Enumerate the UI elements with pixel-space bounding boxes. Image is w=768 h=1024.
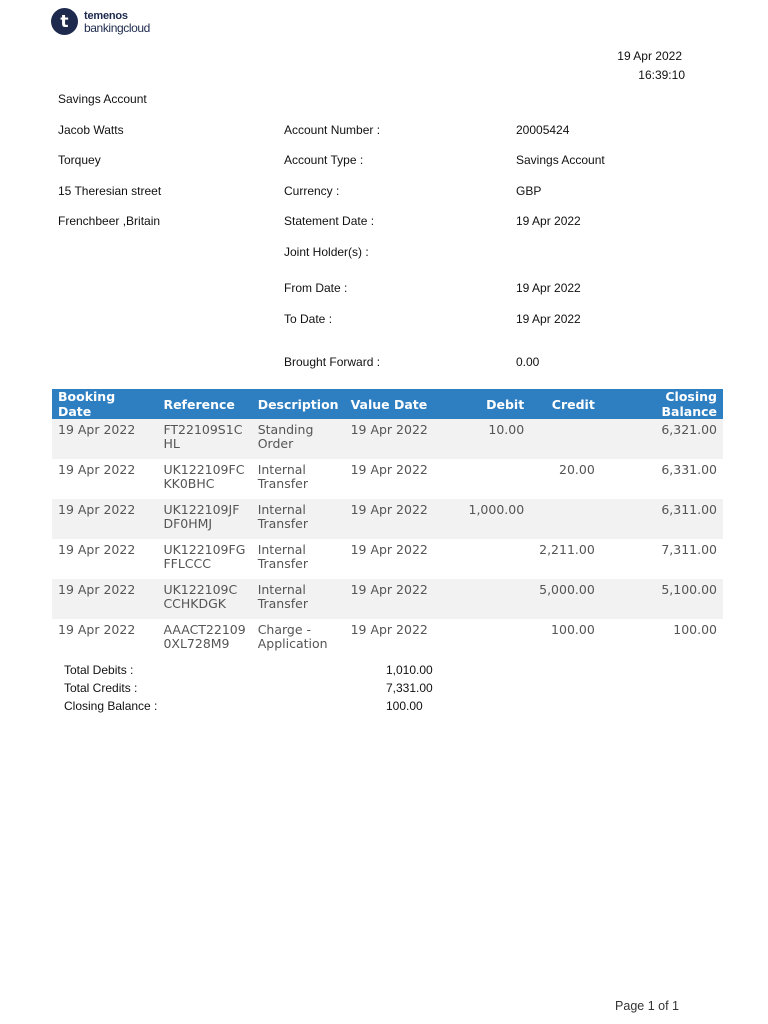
debit-cell <box>452 539 531 579</box>
table-header-row <box>52 389 723 419</box>
print-date: 19 Apr 2022 <box>617 49 682 63</box>
print-time: 16:39:10 <box>638 68 685 82</box>
table-row <box>52 579 723 619</box>
transactions-table <box>52 389 723 659</box>
debit-cell: 10.00 <box>488 422 525 437</box>
booking-date-cell: 19 Apr 2022 <box>58 542 136 557</box>
page-number: Page 1 of 1 <box>615 999 679 1013</box>
description-line-2: Transfer <box>257 596 308 611</box>
description-line-2: Transfer <box>257 516 308 531</box>
description-line-2: Transfer <box>257 556 308 571</box>
closing-balance-value: 100.00 <box>386 699 423 713</box>
table-row <box>52 619 723 659</box>
reference-line-2: CCHKDGK <box>163 596 226 611</box>
logo-mark-icon: t <box>51 8 78 35</box>
balance-cell: 100.00 <box>673 622 717 637</box>
balance-cell: 6,331.00 <box>661 462 717 477</box>
reference-cell <box>157 539 251 579</box>
debit-cell: 1,000.00 <box>468 502 525 517</box>
reference-cell <box>157 579 251 619</box>
balance-cell: 6,311.00 <box>661 502 717 517</box>
table-row <box>52 419 723 459</box>
currency-label: Currency : <box>284 184 340 198</box>
account-number-value: 20005424 <box>516 123 570 137</box>
reference-line-2: KK0BHC <box>163 476 215 491</box>
description-line-1: Internal <box>257 462 306 477</box>
balance-cell: 6,321.00 <box>661 422 717 437</box>
value-date-cell: 19 Apr 2022 <box>350 502 428 517</box>
description-cell <box>252 539 345 579</box>
brought-forward-value: 0.00 <box>516 355 540 369</box>
description-line-1: Charge - <box>257 622 312 637</box>
address-line-2: 15 Theresian street <box>58 184 162 198</box>
credit-cell: 20.00 <box>559 462 595 477</box>
description-line-1: Internal <box>257 582 306 597</box>
reference-line-2: 0XL728M9 <box>163 636 230 651</box>
reference-cell <box>157 419 251 459</box>
address-line-3: Frenchbeer ,Britain <box>58 214 161 228</box>
debit-cell <box>452 459 531 499</box>
to-date-label: To Date : <box>284 312 333 326</box>
credit-cell: 100.00 <box>551 622 595 637</box>
logo-wordmark <box>84 10 150 34</box>
header-booking-date: Booking Date <box>52 389 157 419</box>
from-date-label: From Date : <box>284 281 348 295</box>
credit-cell: 5,000.00 <box>539 582 595 597</box>
description-cell <box>252 619 345 659</box>
description-line-2: Order <box>257 436 294 451</box>
description-cell <box>252 459 345 499</box>
credit-cell <box>530 499 601 539</box>
description-line-1: Internal <box>257 542 306 557</box>
brought-forward-label: Brought Forward : <box>284 355 381 369</box>
brand-logo <box>51 8 150 35</box>
total-debits-value: 1,010.00 <box>386 663 433 677</box>
header-debit: Debit <box>452 389 531 419</box>
reference-line-1: UK122109FC <box>163 462 245 477</box>
reference-cell <box>157 619 251 659</box>
header-credit: Credit <box>530 389 601 419</box>
reference-line-1: UK122109JF <box>163 502 240 517</box>
balance-cell: 7,311.00 <box>661 542 717 557</box>
header-description: Description <box>252 389 345 419</box>
currency-value: GBP <box>516 184 542 198</box>
account-title: Savings Account <box>58 92 147 106</box>
header-reference: Reference <box>157 389 251 419</box>
description-cell <box>252 579 345 619</box>
description-line-1: Internal <box>257 502 306 517</box>
description-cell <box>252 499 345 539</box>
header-value-date: Value Date <box>345 389 452 419</box>
reference-line-1: AAACT22109 <box>163 622 246 637</box>
header-closing-balance: Closing Balance <box>601 389 723 419</box>
booking-date-cell: 19 Apr 2022 <box>58 502 136 517</box>
reference-line-1: UK122109FG <box>163 542 246 557</box>
credit-cell <box>530 419 601 459</box>
table-row <box>52 539 723 579</box>
value-date-cell: 19 Apr 2022 <box>350 622 428 637</box>
description-line-2: Transfer <box>257 476 308 491</box>
reference-line-1: FT22109S1C <box>163 422 243 437</box>
value-date-cell: 19 Apr 2022 <box>350 582 428 597</box>
customer-name: Jacob Watts <box>58 123 124 137</box>
booking-date-cell: 19 Apr 2022 <box>58 582 136 597</box>
table-row <box>52 499 723 539</box>
reference-cell <box>157 459 251 499</box>
table-row <box>52 459 723 499</box>
closing-balance-label: Closing Balance : <box>64 699 158 713</box>
joint-holders-label: Joint Holder(s) : <box>284 245 369 259</box>
total-debits-label: Total Debits : <box>64 663 134 677</box>
booking-date-cell: 19 Apr 2022 <box>58 422 136 437</box>
reference-line-2: FFLCCC <box>163 556 211 571</box>
value-date-cell: 19 Apr 2022 <box>350 542 428 557</box>
reference-line-2: HL <box>163 436 180 451</box>
statement-date-value: 19 Apr 2022 <box>516 214 581 228</box>
value-date-cell: 19 Apr 2022 <box>350 422 428 437</box>
account-type-label: Account Type : <box>284 153 364 167</box>
description-line-1: Standing <box>257 422 314 437</box>
logo-line-1: temenos <box>84 9 128 22</box>
total-credits-label: Total Credits : <box>64 681 138 695</box>
logo-line-2: bankingcloud <box>84 20 150 35</box>
reference-line-2: DF0HMJ <box>163 516 213 531</box>
reference-line-1: UK122109C <box>163 582 238 597</box>
account-number-label: Account Number : <box>284 123 381 137</box>
debit-cell <box>452 579 531 619</box>
total-credits-value: 7,331.00 <box>386 681 433 695</box>
booking-date-cell: 19 Apr 2022 <box>58 462 136 477</box>
address-line-1: Torquey <box>58 153 101 167</box>
description-cell <box>252 419 345 459</box>
booking-date-cell: 19 Apr 2022 <box>58 622 136 637</box>
description-line-2: Application <box>257 636 328 651</box>
credit-cell: 2,211.00 <box>539 542 595 557</box>
account-type-value: Savings Account <box>516 153 605 167</box>
reference-cell <box>157 499 251 539</box>
debit-cell <box>452 619 531 659</box>
statement-date-label: Statement Date : <box>284 214 375 228</box>
from-date-value: 19 Apr 2022 <box>516 281 581 295</box>
value-date-cell: 19 Apr 2022 <box>350 462 428 477</box>
to-date-value: 19 Apr 2022 <box>516 312 581 326</box>
balance-cell: 5,100.00 <box>661 582 717 597</box>
